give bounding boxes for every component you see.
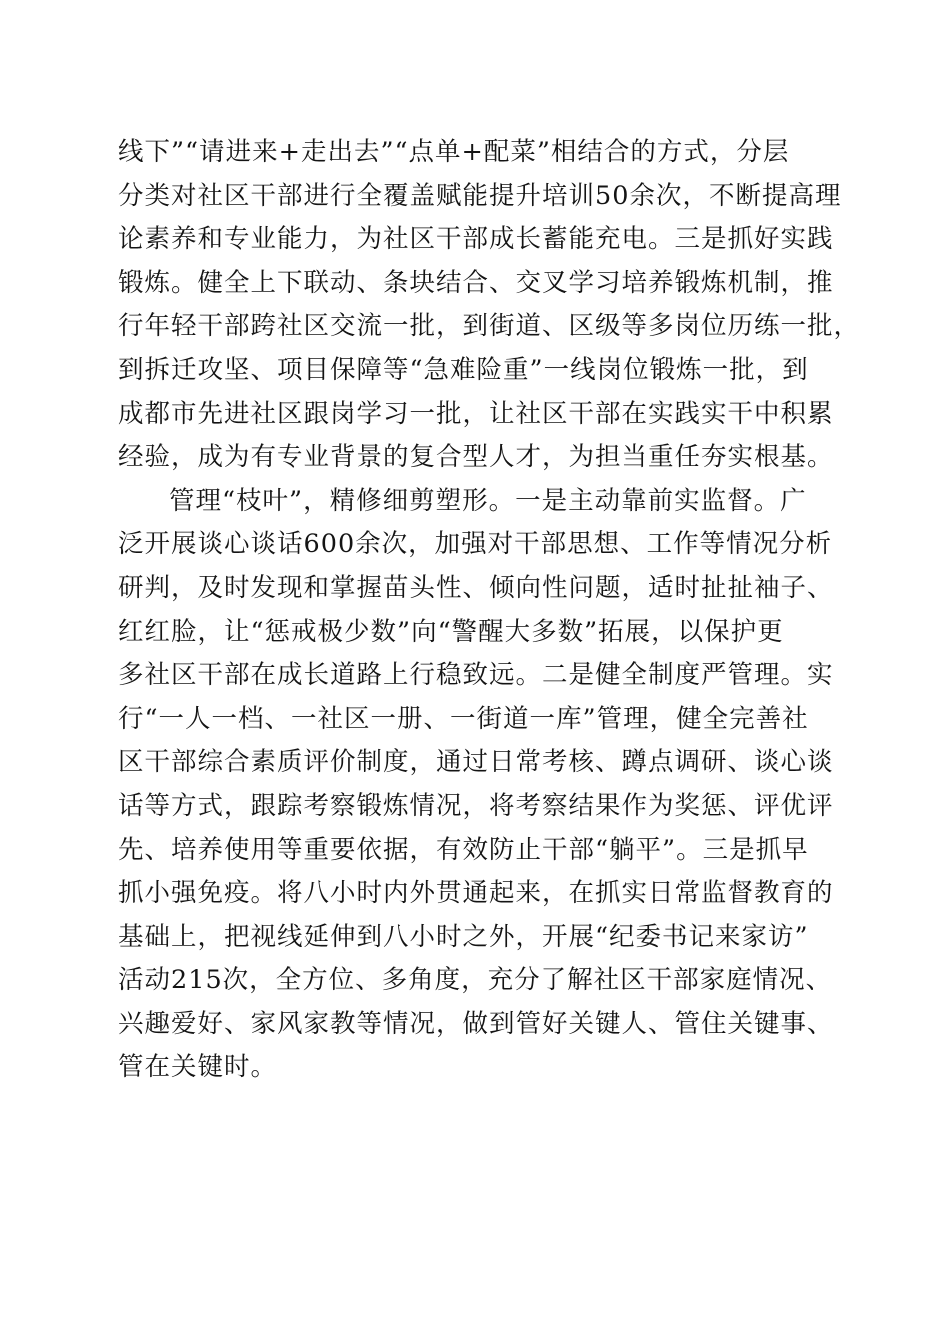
text-line: 兴趣爱好、家风家教等情况，做到管好关键人、管住关键事、 bbox=[118, 1008, 834, 1039]
paragraph-cadre-management bbox=[118, 480, 834, 1090]
text-line: 行“一人一档、一社区一册、一街道一库”管理，健全完善社 bbox=[118, 703, 809, 734]
text-line: 线下”“请进来+走出去”“点单+配菜”相结合的方式，分层 bbox=[118, 137, 790, 167]
text-line: 话等方式，跟踪考察锻炼情况，将考察结果作为奖惩、评优评 bbox=[118, 790, 834, 821]
text-line: 锻炼。健全上下联动、条块结合、交叉学习培养锻炼机制，推 bbox=[118, 267, 834, 298]
text-line: 行年轻干部跨社区交流一批，到街道、区级等多岗位历练一批， bbox=[118, 311, 861, 342]
text-line: 多社区干部在成长道路上行稳致远。二是健全制度严管理。实 bbox=[118, 660, 834, 691]
text-line: 论素养和专业能力，为社区干部成长蓄能充电。三是抓好实践 bbox=[118, 224, 834, 255]
text-line-first: 管理“枝叶”，精修细剪塑形。一是主动靠前实监督。广 bbox=[169, 485, 807, 516]
text-line: 分类对社区干部进行全覆盖赋能提升培训50余次，不断提高理 bbox=[118, 180, 842, 211]
text-line: 经验，成为有专业背景的复合型人才，为担当重任夯实根基。 bbox=[118, 442, 834, 473]
document-body bbox=[118, 131, 861, 1090]
text-line: 成都市先进社区跟岗学习一批，让社区干部在实践实干中积累 bbox=[118, 398, 834, 429]
text-line: 红红脸，让“惩戒极少数”向“警醒大多数”拓展，以保护更 bbox=[118, 616, 784, 647]
paragraph-cadre-training bbox=[118, 131, 861, 480]
text-line: 区干部综合素质评价制度，通过日常考核、蹲点调研、谈心谈 bbox=[118, 747, 834, 778]
text-line: 泛开展谈心谈话600余次，加强对干部思想、工作等情况分析 bbox=[118, 529, 833, 560]
text-line: 管在关键时。 bbox=[118, 1052, 278, 1083]
text-line: 抓小强免疫。将八小时内外贯通起来，在抓实日常监督教育的 bbox=[118, 878, 834, 909]
text-line: 到拆迁攻坚、项目保障等“急难险重”一线岗位锻炼一批，到 bbox=[118, 354, 809, 385]
text-line: 研判，及时发现和掌握苗头性、倾向性问题，适时扯扯袖子、 bbox=[118, 572, 834, 603]
text-line: 活动215次，全方位、多角度，充分了解社区干部家庭情况、 bbox=[118, 965, 833, 996]
text-line: 基础上，把视线延伸到八小时之外，开展“纪委书记来家访” bbox=[118, 921, 809, 952]
text-line: 先、培养使用等重要依据，有效防止干部“躺平”。三是抓早 bbox=[118, 834, 809, 865]
